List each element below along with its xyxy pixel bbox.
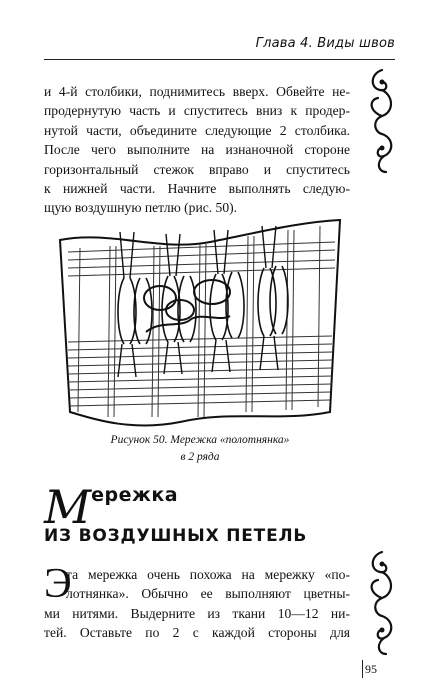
drop-cap: Э xyxy=(44,561,72,607)
body-paragraph xyxy=(44,561,350,643)
text-line: к нижней части. Начните выполнять следую- xyxy=(44,181,350,197)
heading-initial: М xyxy=(44,480,92,534)
text-line: тей. Оставьте по 2 с каждой стороны для xyxy=(44,625,350,641)
header-rule xyxy=(44,59,395,60)
section-heading xyxy=(44,480,308,546)
text-line: горизонтальный стежок вправо и спуститесь xyxy=(44,161,350,177)
text-line: нутой части, объедините следующие 2 столбика. xyxy=(44,122,350,138)
text-line: и 4-й столбики, поднимитесь вверх. Обвейте не- xyxy=(44,84,350,99)
text-line: После чего выполните на изнаночной стороне xyxy=(44,142,350,158)
running-header xyxy=(44,36,395,60)
text-line: продернутую часть и спуститесь вниз к продер- xyxy=(44,103,350,119)
chapter-title: Глава 4. Виды швов xyxy=(255,36,395,51)
heading-word: ережка xyxy=(91,484,179,506)
heading-subtitle: ИЗ ВОЗДУШНЫХ ПЕТЕЛЬ xyxy=(44,526,308,546)
page-number-rule xyxy=(362,660,363,678)
text-line: щую воздушную петлю (рис. 50). xyxy=(44,200,238,216)
figure-caption xyxy=(80,432,320,466)
body-paragraph xyxy=(44,82,350,218)
swirl-ornament-icon xyxy=(366,548,398,658)
hemstitch-illustration xyxy=(50,212,346,434)
text-line: ми нитями. Выдерните из ткани 10—12 ни- xyxy=(44,605,350,621)
swirl-ornament-icon xyxy=(366,66,398,176)
caption-line: в 2 ряда xyxy=(180,451,220,463)
text-line: лотнянка». Обычно ее выполняют цветны- xyxy=(66,586,350,602)
page-number: 95 xyxy=(365,662,377,676)
caption-line: Рисунок 50. Мережка «полотнянка» xyxy=(110,434,290,446)
text-line: та мережка очень похожа на мережку «по- xyxy=(66,567,350,582)
